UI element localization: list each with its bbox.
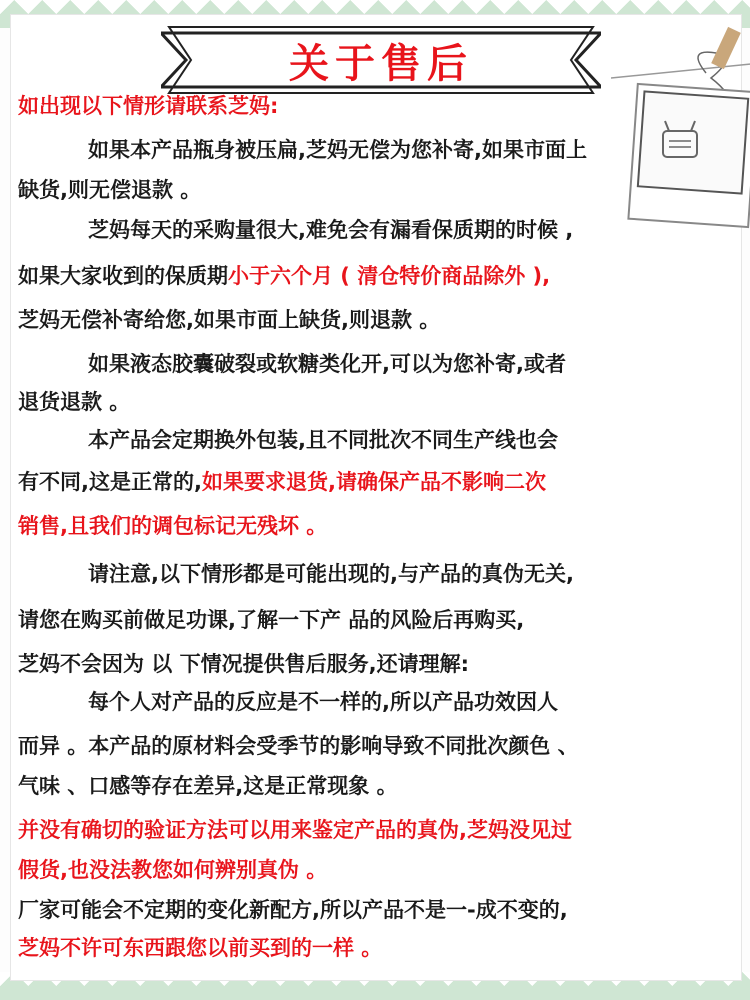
text-segment: 芝妈不会因为 以 下情况提供售后服务,还请理解:: [18, 652, 469, 676]
text-segment: 缺货,则无偿退款 。: [18, 178, 202, 202]
text-segment: 小于六个月 ( 清仓特价商品除外 ),: [228, 264, 551, 288]
text-segment: 并没有确切的验证方法可以用来鉴定产品的真伪,芝妈没见过: [18, 818, 572, 842]
text-segment: 每个人对产品的反应是不一样的,所以产品功效因人: [88, 690, 558, 714]
text-line: [88, 688, 558, 716]
polaroid-photo-icon: [611, 23, 750, 233]
text-line: [18, 732, 579, 760]
text-segment: 如出现以下情形请联系芝妈:: [18, 94, 279, 118]
page-title: 关于售后: [289, 40, 473, 87]
text-line: [18, 262, 550, 290]
text-line: [88, 216, 573, 244]
text-line: [88, 136, 587, 164]
text-segment: 本产品会定期换外包装,且不同批次不同生产线也会: [88, 428, 558, 452]
text-line: [18, 856, 327, 884]
text-line: [18, 650, 469, 678]
text-line: [18, 468, 546, 496]
text-segment: 而异 。本产品的原材料会受季节的影响导致不同批次颜色 、: [18, 734, 579, 758]
text-segment: 请您在购买前做足功课,了解一下产 品的风险后再购买,: [18, 608, 525, 632]
text-line: [18, 92, 278, 120]
text-line: [18, 606, 524, 634]
text-line: [18, 934, 382, 962]
text-segment: 如果本产品瓶身被压扁,芝妈无偿为您补寄,如果市面上: [88, 138, 587, 162]
text-segment: 芝妈无偿补寄给您,如果市面上缺货,则退款 。: [18, 308, 441, 332]
text-line: [88, 426, 558, 454]
text-segment: 芝妈每天的采购量很大,难免会有漏看保质期的时候 ,: [88, 218, 574, 242]
text-segment: 销售,且我们的调包标记无残坏 。: [18, 514, 328, 538]
text-segment: 有不同,这是正常的,: [18, 470, 202, 494]
text-line: [18, 388, 130, 416]
text-segment: 芝妈不许可东西跟您以前买到的一样 。: [18, 936, 383, 960]
text-line: [88, 350, 566, 378]
text-line: [18, 772, 398, 800]
text-segment: 气味 、口感等存在差异,这是正常现象 。: [18, 774, 398, 798]
text-segment: 退货退款 。: [18, 390, 131, 414]
text-line: [88, 560, 574, 588]
text-segment: 如果液态胶囊破裂或软糖类化开,可以为您补寄,或者: [88, 352, 566, 376]
text-line: [18, 816, 572, 844]
text-line: [18, 896, 568, 924]
text-segment: 如果大家收到的保质期: [18, 264, 228, 288]
text-segment: 请注意,以下情形都是可能出现的,与产品的真伪无关,: [88, 562, 574, 586]
text-segment: 厂家可能会不定期的变化新配方,所以产品不是一-成不变的,: [18, 898, 568, 922]
text-line: [18, 512, 327, 540]
title-banner: [161, 25, 601, 95]
text-segment: 如果要求退货,请确保产品不影响二次: [201, 470, 546, 494]
text-segment: 假货,也没法教您如何辨别真伪 。: [18, 858, 328, 882]
text-line: [18, 306, 440, 334]
text-line: [18, 176, 201, 204]
